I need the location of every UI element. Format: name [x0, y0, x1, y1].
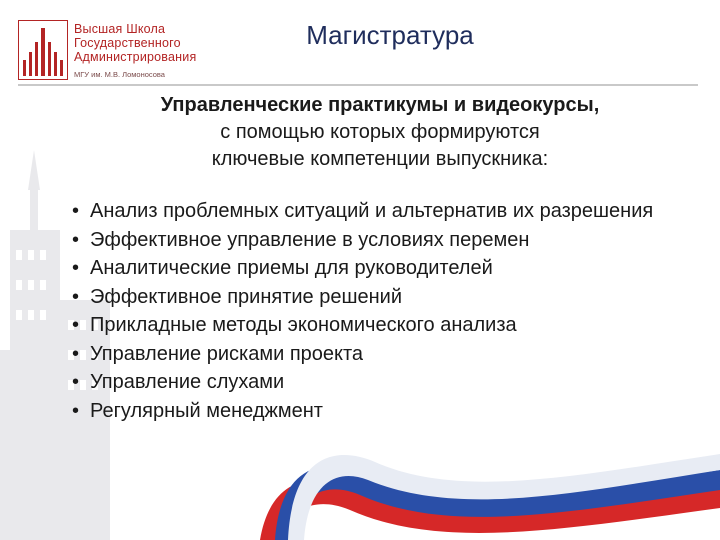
list-item — [72, 283, 712, 312]
list-item — [72, 197, 712, 226]
competency-list — [72, 197, 712, 425]
list-item — [72, 340, 712, 369]
subtitle-line-3: ключевые компетенции выпускника: — [211, 148, 549, 170]
subtitle-line-1: Управленческие практикумы и видеокурсы, — [160, 94, 600, 116]
bullet-marker: • — [72, 200, 80, 222]
bullet-marker: • — [72, 314, 80, 336]
slide-title: Магистратура — [306, 20, 474, 50]
list-item-text: Эффективное принятие решений — [90, 285, 403, 308]
slide-subtitle — [80, 92, 680, 173]
logo-line-3: Администрирования — [74, 50, 197, 64]
bullet-marker: • — [72, 399, 80, 422]
msu-building-icon — [18, 20, 68, 80]
list-item — [72, 368, 712, 397]
bullet-marker: • — [72, 228, 80, 251]
list-item-text: Аналитические приемы для руководителей — [90, 257, 493, 279]
list-item-text: Анализ проблемных ситуаций и альтернатив их разрешения — [90, 200, 654, 222]
list-item-text: Регулярный менеджмент — [90, 399, 323, 422]
bullet-marker: • — [72, 342, 80, 365]
bullet-marker: • — [72, 285, 80, 308]
bullet-marker: • — [72, 371, 80, 393]
list-item-text: Прикладные методы экономического анализа — [90, 314, 517, 336]
list-item-text: Управление рисками проекта — [90, 342, 364, 365]
list-item — [72, 254, 712, 283]
header-divider — [18, 84, 698, 86]
list-item-text: Управление слухами — [90, 371, 285, 393]
list-item — [72, 397, 712, 426]
list-item-text: Эффективное управление в условиях перемен — [90, 228, 530, 251]
bullet-marker: • — [72, 257, 80, 279]
logo-text — [74, 22, 214, 64]
logo-line-2: Государственного — [74, 36, 181, 50]
list-item — [72, 226, 712, 255]
logo-university-name: МГУ им. М.В. Ломоносова — [74, 70, 165, 79]
school-logo — [18, 18, 198, 88]
subtitle-line-2: с помощью которых формируются — [220, 121, 540, 143]
flag-ribbon — [240, 440, 720, 540]
logo-line-1: Высшая Школа — [74, 22, 166, 36]
list-item — [72, 311, 712, 340]
